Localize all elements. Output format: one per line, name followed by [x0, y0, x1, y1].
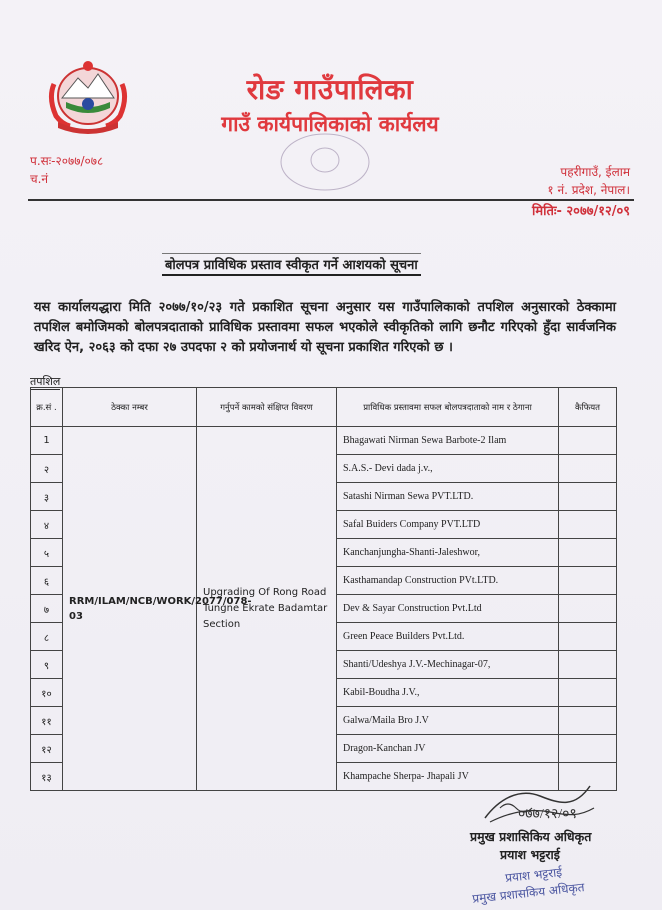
reference-number: प.सः-२०७७/०७८	[30, 154, 104, 168]
row-remarks	[559, 455, 617, 483]
row-sn: ६	[31, 567, 63, 595]
row-bidder: Kanchanjungha-Shanti-Jaleshwor,	[337, 539, 559, 567]
row-bidder: Kabil-Boudha J.V.,	[337, 679, 559, 707]
row-remarks	[559, 651, 617, 679]
header-work-description: गर्नुपर्ने कामको संक्षिप्त विवरण	[197, 388, 337, 427]
signature-date: ०७७/१२/०९	[518, 807, 577, 822]
row-sn: ३	[31, 483, 63, 511]
header-sn: क्र.सं .	[31, 388, 63, 427]
row-remarks	[559, 539, 617, 567]
row-remarks	[559, 623, 617, 651]
stamp-name: प्रयाश भट्टराई	[504, 865, 563, 885]
header-contract-no: ठेक्का नम्बर	[63, 388, 197, 427]
row-remarks	[559, 679, 617, 707]
row-bidder: Green Peace Builders Pvt.Ltd.	[337, 623, 559, 651]
office-seal-icon	[270, 130, 380, 200]
row-sn: ११	[31, 707, 63, 735]
table-row	[31, 427, 617, 455]
notice-body: यस कार्यालयद्धारा मिति २०७७/१०/२३ गते प्रकाशित सूचना अनुसार यस गाउँपालिकाको तपशिल अनुसारको ठेक्कामा तपशिल बमोजिमको बोलपत्रदाताको प्राविधिक प्रस्तावमा सफल भएकोले स्वीकृतिको लागि छनौट गरिएको हुँदा सार्वजनिक खरिद ऐन, २०६३ को दफा २७ उपदफा २ को प्रयोजनार्थ यो सूचना प्रकाशित गरिएको छ ।	[34, 300, 616, 355]
header-remarks: कैफियत	[559, 388, 617, 427]
dispatch-number: च.नं	[30, 172, 49, 186]
row-remarks	[559, 567, 617, 595]
row-sn: ४	[31, 511, 63, 539]
row-bidder: Shanti/Udeshya J.V.-Mechinagar-07,	[337, 651, 559, 679]
row-remarks	[559, 511, 617, 539]
row-bidder: Galwa/Maila Bro J.V	[337, 707, 559, 735]
office-name: गाउँ कार्यपालिकाको कार्यलय	[221, 112, 439, 136]
row-remarks	[559, 595, 617, 623]
org-name: रोङ गाउँपालिका	[246, 73, 414, 106]
address-line-2: १ नं. प्रदेश, नेपाल।	[547, 183, 630, 197]
row-sn: ९	[31, 651, 63, 679]
details-label: तपशिल	[30, 375, 61, 388]
row-remarks	[559, 483, 617, 511]
row-bidder: Dev & Sayar Construction Pvt.Ltd	[337, 595, 559, 623]
row-sn: १२	[31, 735, 63, 763]
table-header-row	[31, 388, 617, 427]
row-sn: ५	[31, 539, 63, 567]
signature-icon	[480, 778, 600, 830]
work-description: Upgrading Of Rong Road Tungne Ekrate Badamtar Section	[197, 427, 337, 791]
row-sn: ७	[31, 595, 63, 623]
stamp-title: प्रमुख प्रशासकिय अधिकृत	[471, 880, 586, 906]
row-sn: १०	[31, 679, 63, 707]
row-bidder: Bhagawati Nirman Sewa Barbote-2 Ilam	[337, 427, 559, 455]
row-sn: १३	[31, 763, 63, 791]
header-bidder: प्राविधिक प्रस्तावमा सफल बोलपत्रदाताको नाम र ठेगाना	[337, 388, 559, 427]
notice-date: मितिः- २०७७/१२/०९	[531, 204, 630, 219]
row-bidder: S.A.S.- Devi dada j.v.,	[337, 455, 559, 483]
row-remarks	[559, 427, 617, 455]
row-sn: ८	[31, 623, 63, 651]
nepal-government-emblem-icon	[40, 54, 136, 134]
officer-name: प्रयाश भट्टराई	[500, 847, 560, 862]
bidders-table	[30, 387, 617, 791]
row-remarks	[559, 707, 617, 735]
row-sn: 1	[31, 427, 63, 455]
row-bidder: Satashi Nirman Sewa PVT.LTD.	[337, 483, 559, 511]
row-remarks	[559, 735, 617, 763]
contract-number: RRM/ILAM/NCB/WORK/2077/078-03	[63, 427, 197, 791]
row-bidder: Safal Buiders Company PVT.LTD	[337, 511, 559, 539]
row-bidder: Dragon-Kanchan JV	[337, 735, 559, 763]
notice-subject: बोलपत्र प्राविधिक प्रस्ताव स्वीकृत गर्ने आशयको सूचना	[162, 253, 421, 276]
officer-title: प्रमुख प्रशासिकिय अधिकृत	[470, 829, 592, 844]
row-sn: २	[31, 455, 63, 483]
row-bidder: Khampache Sherpa- Jhapali JV	[337, 763, 559, 791]
address-line-1: पहरीगाउँ, ईलाम	[560, 165, 630, 179]
row-bidder: Kasthamandap Construction PVt.LTD.	[337, 567, 559, 595]
